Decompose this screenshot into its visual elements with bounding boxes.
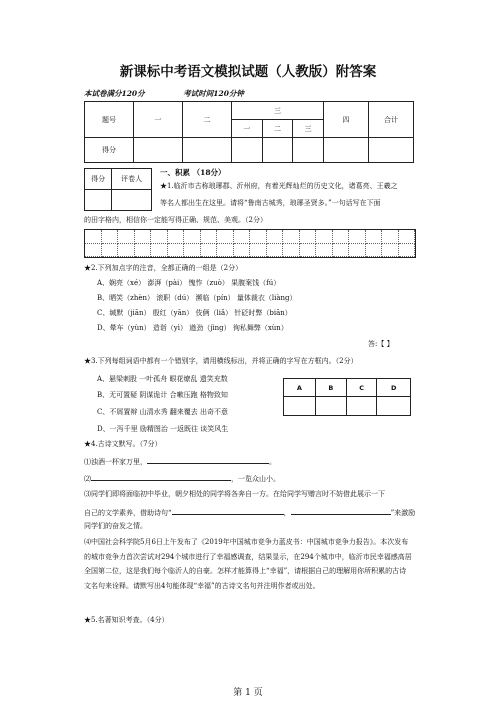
grader-table (84, 168, 152, 211)
q3-header-b: B (315, 379, 346, 397)
q1-line-2: 等名人都出生在这里。请将“鲁南古城秀，琅琊圣贤多。”一句话写在下面 (160, 199, 381, 207)
q3-header-d: D (377, 379, 411, 397)
exam-time-label: 考试时间120分钟 (183, 89, 244, 98)
grader-name-cell[interactable] (112, 190, 152, 211)
q3-answer-cell-c[interactable] (346, 397, 376, 416)
q4-item-3-line-3: 同学们的奋发之情。 (84, 522, 147, 530)
q3-answer-cell-a[interactable] (284, 397, 316, 416)
q1-line-3: 的田字格内，相信你一定能写得正确、规范、美观。（2分） (84, 216, 267, 224)
q4-item-2-end: ，一览众山小。 (231, 475, 280, 483)
q3-header-a: A (284, 379, 316, 397)
q4-blank-2[interactable] (91, 472, 231, 481)
score-cell[interactable] (183, 138, 232, 163)
q3-answer-cell-d[interactable] (377, 397, 411, 416)
q3-option-a: A、悬梁刺股 一叶孤舟 眼花缭乱 遗笑充数 (97, 375, 228, 383)
q3-option-b: B、无可置疑 阴谋诡计 合嗽压跑 格物致知 (97, 391, 228, 399)
q1-line-1: ★1.临沂市古称琅琊郡、沂州府，有着光辉灿烂的历史文化，诸葛亮、王羲之 (160, 182, 398, 190)
q2-option-b: B、晒笑（zhèn） 滚职（dú） 濒临（pín） 量体裁衣（liàng） (97, 294, 297, 302)
q2-stem: ★2.下列加点字的注音，全都正确的一组是（2分） (84, 264, 243, 272)
q3-option-d: D、一泻千里 励精图治 一返既往 谈笑风生 (97, 425, 229, 433)
q2-answer[interactable]: 答:【 】 (368, 340, 394, 348)
score-row-label: 得分 (85, 138, 134, 163)
q4-item-4: ⑷中国社会科学院5月6日上午发布了《2019年中国城市竞争力蓝皮书：中国城市竞争力报告》。本次发布的城市竞争力首次尝试对294个城市进行了幸福感调查，结果显示，在294个城市中，临沂市民幸福感高居全国第二位，这是我们每个临沂人的自豪。怎样才能算得上“幸福”，请根据自己的理解用你所积累的古诗文名句来诠释。请默写出4句能体现“幸福”的古诗文名句并注明作者或出处。 (84, 538, 412, 590)
q4-item-3-text: 自己的文学素养，借助诗句“ (84, 509, 172, 517)
score-cell[interactable] (324, 138, 369, 163)
page-footer: 第 1 页 (233, 688, 263, 698)
score-cell[interactable] (369, 138, 414, 163)
q4-blank-1[interactable] (147, 455, 269, 464)
score-table-subcol-2: 二 (262, 120, 293, 138)
score-table-col-2: 二 (183, 102, 232, 138)
section-heading: 一、积累 （18分） (160, 168, 226, 177)
q2-option-c: C、缄默（jiān） 殷红（yān） 伎俩（liǎ） 针砭时弊（biān） (97, 309, 292, 317)
score-table-col-total: 合计 (369, 102, 414, 138)
score-cell[interactable] (293, 138, 324, 163)
q4-item-1: ⑴浊酒一杯家万里， 。 (84, 455, 276, 467)
score-cell[interactable] (134, 138, 183, 163)
score-table-subcol-1: 一 (232, 120, 263, 138)
q4-item-2 (84, 472, 280, 484)
total-score-label: 本试卷满分120分 (84, 89, 145, 98)
q4-item-3-line-2: 自己的文学素养，借助诗句“ ， ”来激励 (84, 506, 415, 518)
q4-item-3-end: ”来激励 (390, 509, 416, 517)
score-table-col-3: 三 (232, 102, 324, 120)
q4-blank-3b[interactable] (291, 506, 391, 515)
grader-name-label: 评卷人 (112, 169, 152, 190)
q4-item-1-text: ⑴浊酒一杯家万里， (84, 458, 147, 466)
score-table-col-1: 一 (134, 102, 183, 138)
grader-score-cell[interactable] (85, 190, 112, 211)
score-table-subcol-3: 三 (293, 120, 324, 138)
q3-stem: ★3.下列每组词语中都有一个错别字，请用横线标出，并将正确的字写在方框内。（2分） (84, 357, 358, 365)
q4-item-2-start: ⑵ (84, 475, 91, 483)
score-cell[interactable] (262, 138, 293, 163)
grader-score-label: 得分 (85, 169, 112, 190)
q3-answer-table (283, 378, 411, 416)
q2-option-d: D、晕车（yùn） 造诣（yì） 遒劲（jìng） 徇私舞弊（xùn） (97, 324, 288, 332)
writing-grid[interactable] (84, 229, 416, 258)
q4-stem: ★4.古诗文默写。（7分） (84, 440, 162, 448)
score-table (84, 101, 414, 163)
q3-header-c: C (346, 379, 376, 397)
q4-blank-3a[interactable] (172, 506, 284, 515)
score-table-col-4: 四 (324, 102, 369, 138)
q2-option-a: A、娴亮（xé） 澎湃（pài） 愧怍（zuò） 果腹案饯（fú） (97, 279, 281, 287)
page-title: 新课标中考语文模拟试题（人教版）附答案 (119, 64, 377, 80)
score-cell[interactable] (232, 138, 263, 163)
q4-item-3-line-1: ⑶同学们即将面临初中毕业，朝夕相处的同学将各奔自一方。在给同学写赠言时不妨借此展示一下 (84, 490, 385, 498)
exam-subtitle (84, 88, 280, 99)
q3-answer-cell-b[interactable] (315, 397, 346, 416)
q3-option-c: C、不屑置辩 山清水秀 翻来覆去 出奇不意 (97, 408, 229, 416)
score-table-header-label: 题号 (85, 102, 134, 138)
q5-stem: ★5.名著知识考查。（4分） (84, 616, 169, 624)
